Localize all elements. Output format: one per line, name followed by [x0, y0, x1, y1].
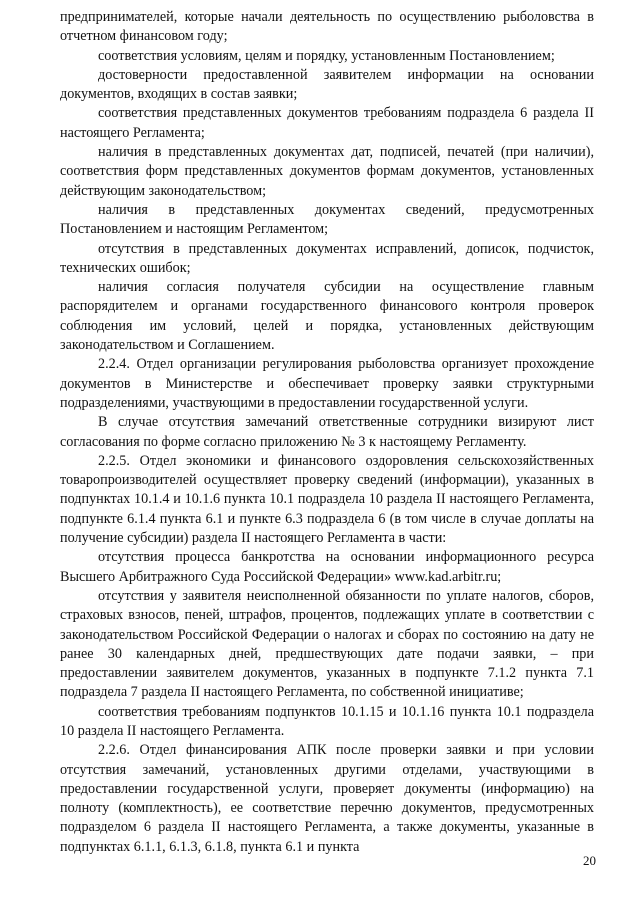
- paragraph-15: 2.2.6. Отдел финансирования АПК после проверки заявки и при условии отсутствия замечаний, установленных другими отделами, участвующими в предоставлении государственной услуги, проверяет документы (информацию) на полноту (комплектность), ее соответствие перечню документов, предусмотренных подразделом 6 раздела II настоящего Регламента, а также документы, указанные в подпунктах 6.1.1, 6.1.3, 6.1.8, пункта 6.1 и пункта: [60, 742, 594, 855]
- paragraph-14: соответствия требованиям подпунктов 10.1.15 и 10.1.16 пункта 10.1 подраздела 10 раздела II настоящего Регламента.: [60, 703, 594, 739]
- paragraph-9: 2.2.4. Отдел организации регулирования рыболовства организует прохождение документов в Министерстве и обеспечивает проверку заявки структурными подразделениями, участвующими в предоставлении государственной услуги.: [60, 356, 594, 411]
- paragraph-3: достоверности предоставленной заявителем информации на основании документов, входящих в состав заявки;: [60, 66, 594, 103]
- paragraph-10: В случае отсутствия замечаний ответственные сотрудники визируют лист согласования по форме согласно приложению № 3 к настоящему Регламенту.: [60, 414, 594, 450]
- paragraph-8: наличия согласия получателя субсидии на осуществление главным распорядителем и органами государственного финансового контроля проверок соблюдения им условий, целей и порядка, установленных действующим законодательством и Соглашением.: [60, 279, 594, 354]
- paragraph-1: предпринимателей, которые начали деятельность по осуществлению рыболовства в отчетном финансовом году;: [60, 9, 594, 45]
- paragraph-12: отсутствия процесса банкротства на основании информационного ресурса Высшего Арбитражного Суда Российской Федерации» www.kad.arbitr.ru;: [60, 549, 594, 585]
- document-page: [60, 8, 594, 857]
- paragraph-2: соответствия условиям, целям и порядку, установленным Постановлением;: [98, 47, 555, 64]
- paragraph-11: 2.2.5. Отдел экономики и финансового оздоровления сельскохозяйственных товаропроизводителей осуществляет проверку сведений (информации), указанных в подпунктах 10.1.4 и 10.1.6 пункта 10.1 подраздела 10 раздела II настоящего Регламента, подпункте 6.1.4 пункта 6.1 и пункте 6.3 подраздела 6 (в том числе в случае доплаты на получение субсидии) раздела II настоящего Регламента в части:: [60, 452, 594, 547]
- page-number: 20: [583, 853, 596, 868]
- paragraph-6: наличия в представленных документах сведений, предусмотренных Постановлением и настоящим Регламентом;: [60, 201, 594, 238]
- paragraph-4: соответствия представленных документов требованиям подраздела 6 раздела II настоящего Регламента;: [60, 105, 594, 141]
- paragraph-7: отсутствия в представленных документах исправлений, дописок, подчисток, технических ошибок;: [60, 240, 594, 276]
- paragraph-5: наличия в представленных документах дат, подписей, печатей (при наличии), соответствия форм представленных документов формам документов, установленных действующим законодательством;: [60, 144, 594, 199]
- paragraph-13: отсутствия у заявителя неисполненной обязанности по уплате налогов, сборов, страховых взносов, пеней, штрафов, процентов, подлежащих уплате в соответствии с законодательством Российской Федерации о налогах и сборах по состоянию на дату не ранее 30 календарных дней, предшествующих дате подачи заявки, – при предоставлении заявителем документов, указанных в подпункте 7.1.2 пункта 7.1 подраздела 7 раздела II настоящего Регламента, по собственной инициативе;: [60, 587, 594, 701]
